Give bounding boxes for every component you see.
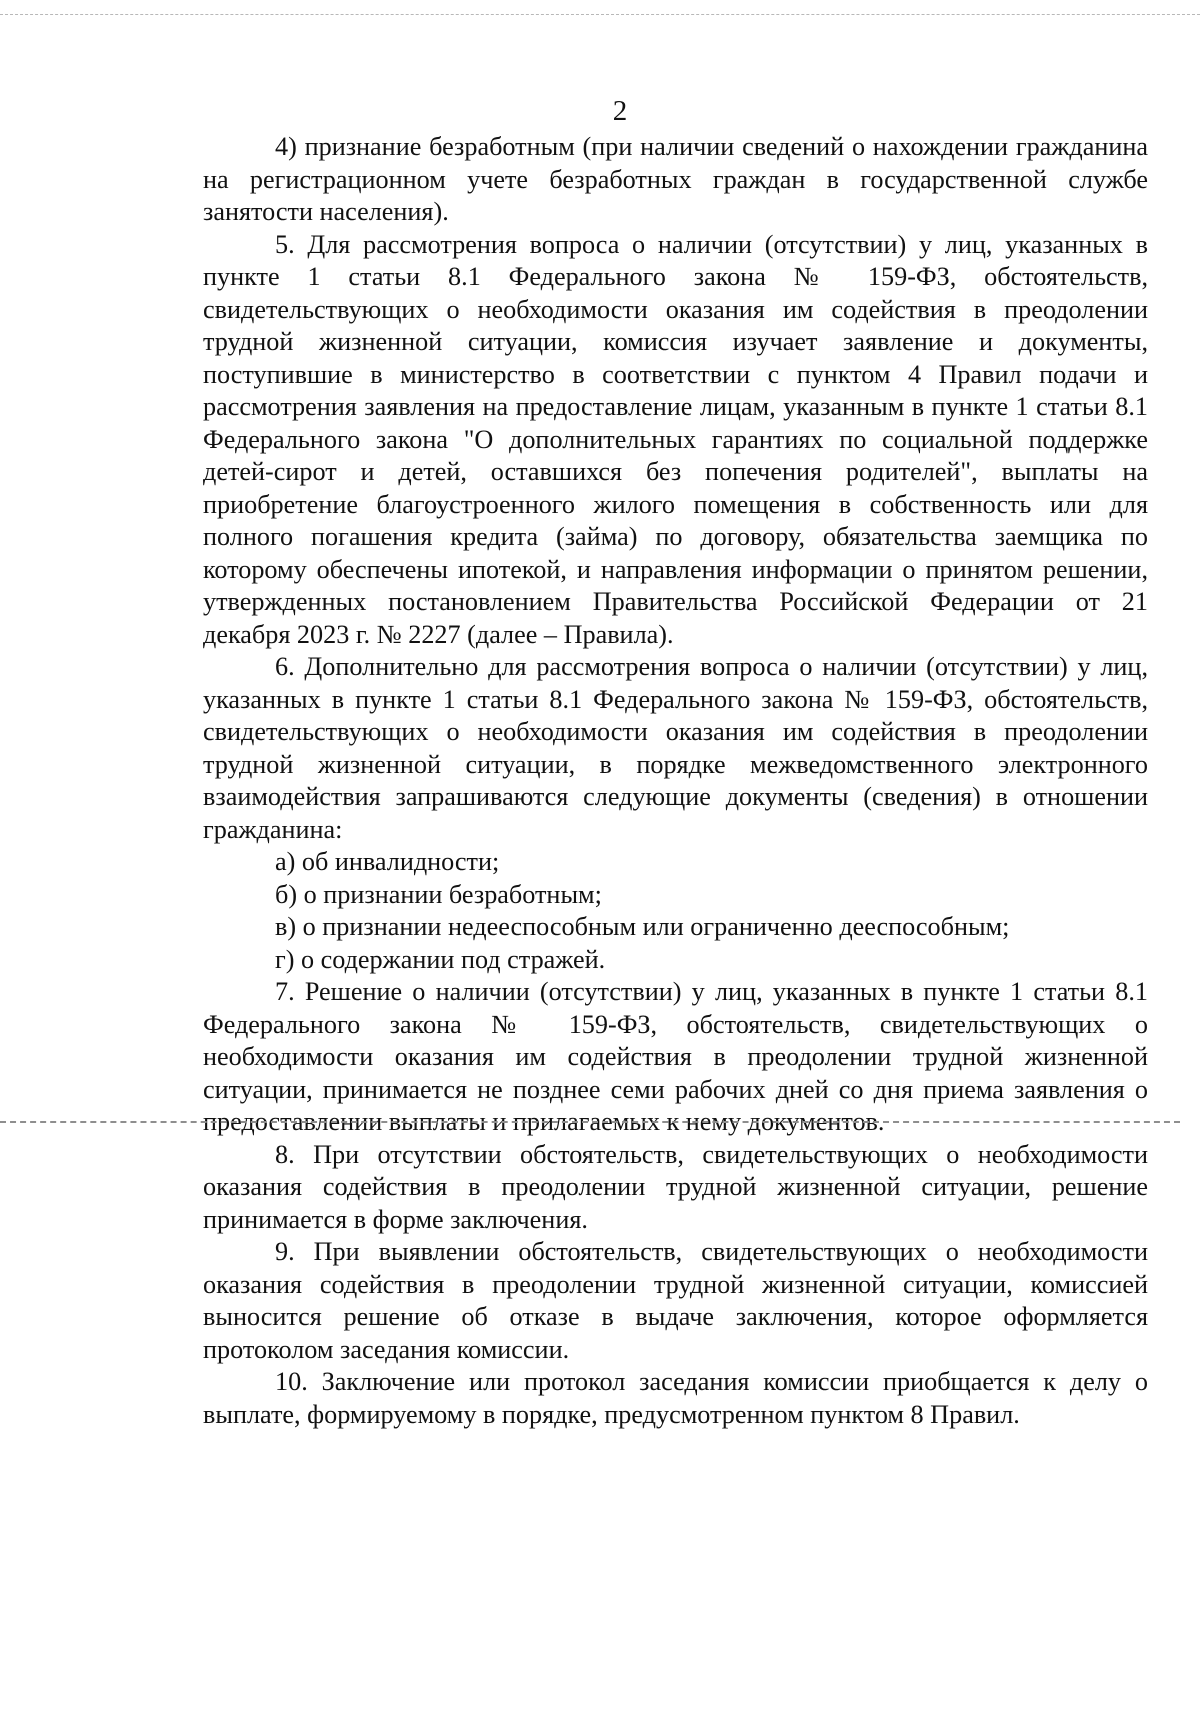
document-body <box>203 131 1148 1431</box>
page-number: 2 <box>612 95 628 127</box>
paragraph-4: 4) признание безработным (при наличии сведений о нахождении гражданина на регистрационном учете безработных граждан в государственной службе занятости населения). <box>203 132 1148 226</box>
list-item-b: б) о признании безработным; <box>275 879 602 909</box>
list-item-a: а) об инвалидности; <box>275 847 500 876</box>
paragraph-6: 6. Дополнительно для рассмотрения вопроса о наличии (отсутствии) у лиц, указанных в пункте 1 статьи 8.1 Федерального закона № 159-ФЗ, обстоятельств, свидетельствующих о необходимости оказания им содействия в преодолении трудной жизненной ситуации, в порядке межведомственного электронного взаимодействия запрашиваются следующие документы (сведения) в отношении гражданина: <box>203 652 1148 844</box>
paragraph-9: 9. При выявлении обстоятельств, свидетельствующих о необходимости оказания содействия в преодолении трудной жизненной ситуации, комиссией выносится решение об отказе в выдаче заключения, которое оформляется протоколом заседания комиссии. <box>203 1237 1148 1364</box>
list-item-v: в) о признании недееспособным или ограниченно дееспособным; <box>275 912 1010 941</box>
scan-edge-bottom <box>0 1121 1180 1123</box>
paragraph-5: 5. Для рассмотрения вопроса о наличии (отсутствии) у лиц, указанных в пункте 1 статьи 8.1 Федерального закона № 159-ФЗ, обстоятельств, свидетельствующих о необходимости оказания им содействия в преодолении трудной жизненной ситуации, комиссия изучает заявление и документы, поступившие в министерство в соответствии с пунктом 4 Правил подачи и рассмотрения заявления на предоставление лицам, указанным в пункте 1 статьи 8.1 Федерального закона "О дополнительных гарантиях по социальной поддержке детей-сирот и детей, оставшихся без попечения родителей", выплаты на приобретение благоустроенного жилого помещения в собственность или для полного погашения кредита (займа) по договору, обязательства заемщика по которому обеспечены ипотекой, и направления информации о принятом решении, утвержденных постановлением Правительства Российской Федерации от 21 декабря 2023 г. № 2227 (далее – Правила). <box>203 229 1148 649</box>
scan-edge-top <box>0 14 1200 15</box>
list-item-g: г) о содержании под стражей. <box>275 944 606 974</box>
paragraph-10: 10. Заключение или протокол заседания комиссии приобщается к делу о выплате, формируемому в порядке, предусмотренном пунктом 8 Правил. <box>203 1367 1148 1429</box>
paragraph-8: 8. При отсутствии обстоятельств, свидетельствующих о необходимости оказания содействия в преодолении трудной жизненной ситуации, решение принимается в форме заключения. <box>203 1139 1148 1234</box>
paragraph-7: 7. Решение о наличии (отсутствии) у лиц, указанных в пункте 1 статьи 8.1 Федерального закона № 159-ФЗ, обстоятельств, свидетельствующих о необходимости оказания им содействия в преодолении трудной жизненной ситуации, принимается не позднее семи рабочих дней со дня приема заявления о предоставлении выплаты и прилагаемых к нему документов. <box>203 977 1148 1136</box>
